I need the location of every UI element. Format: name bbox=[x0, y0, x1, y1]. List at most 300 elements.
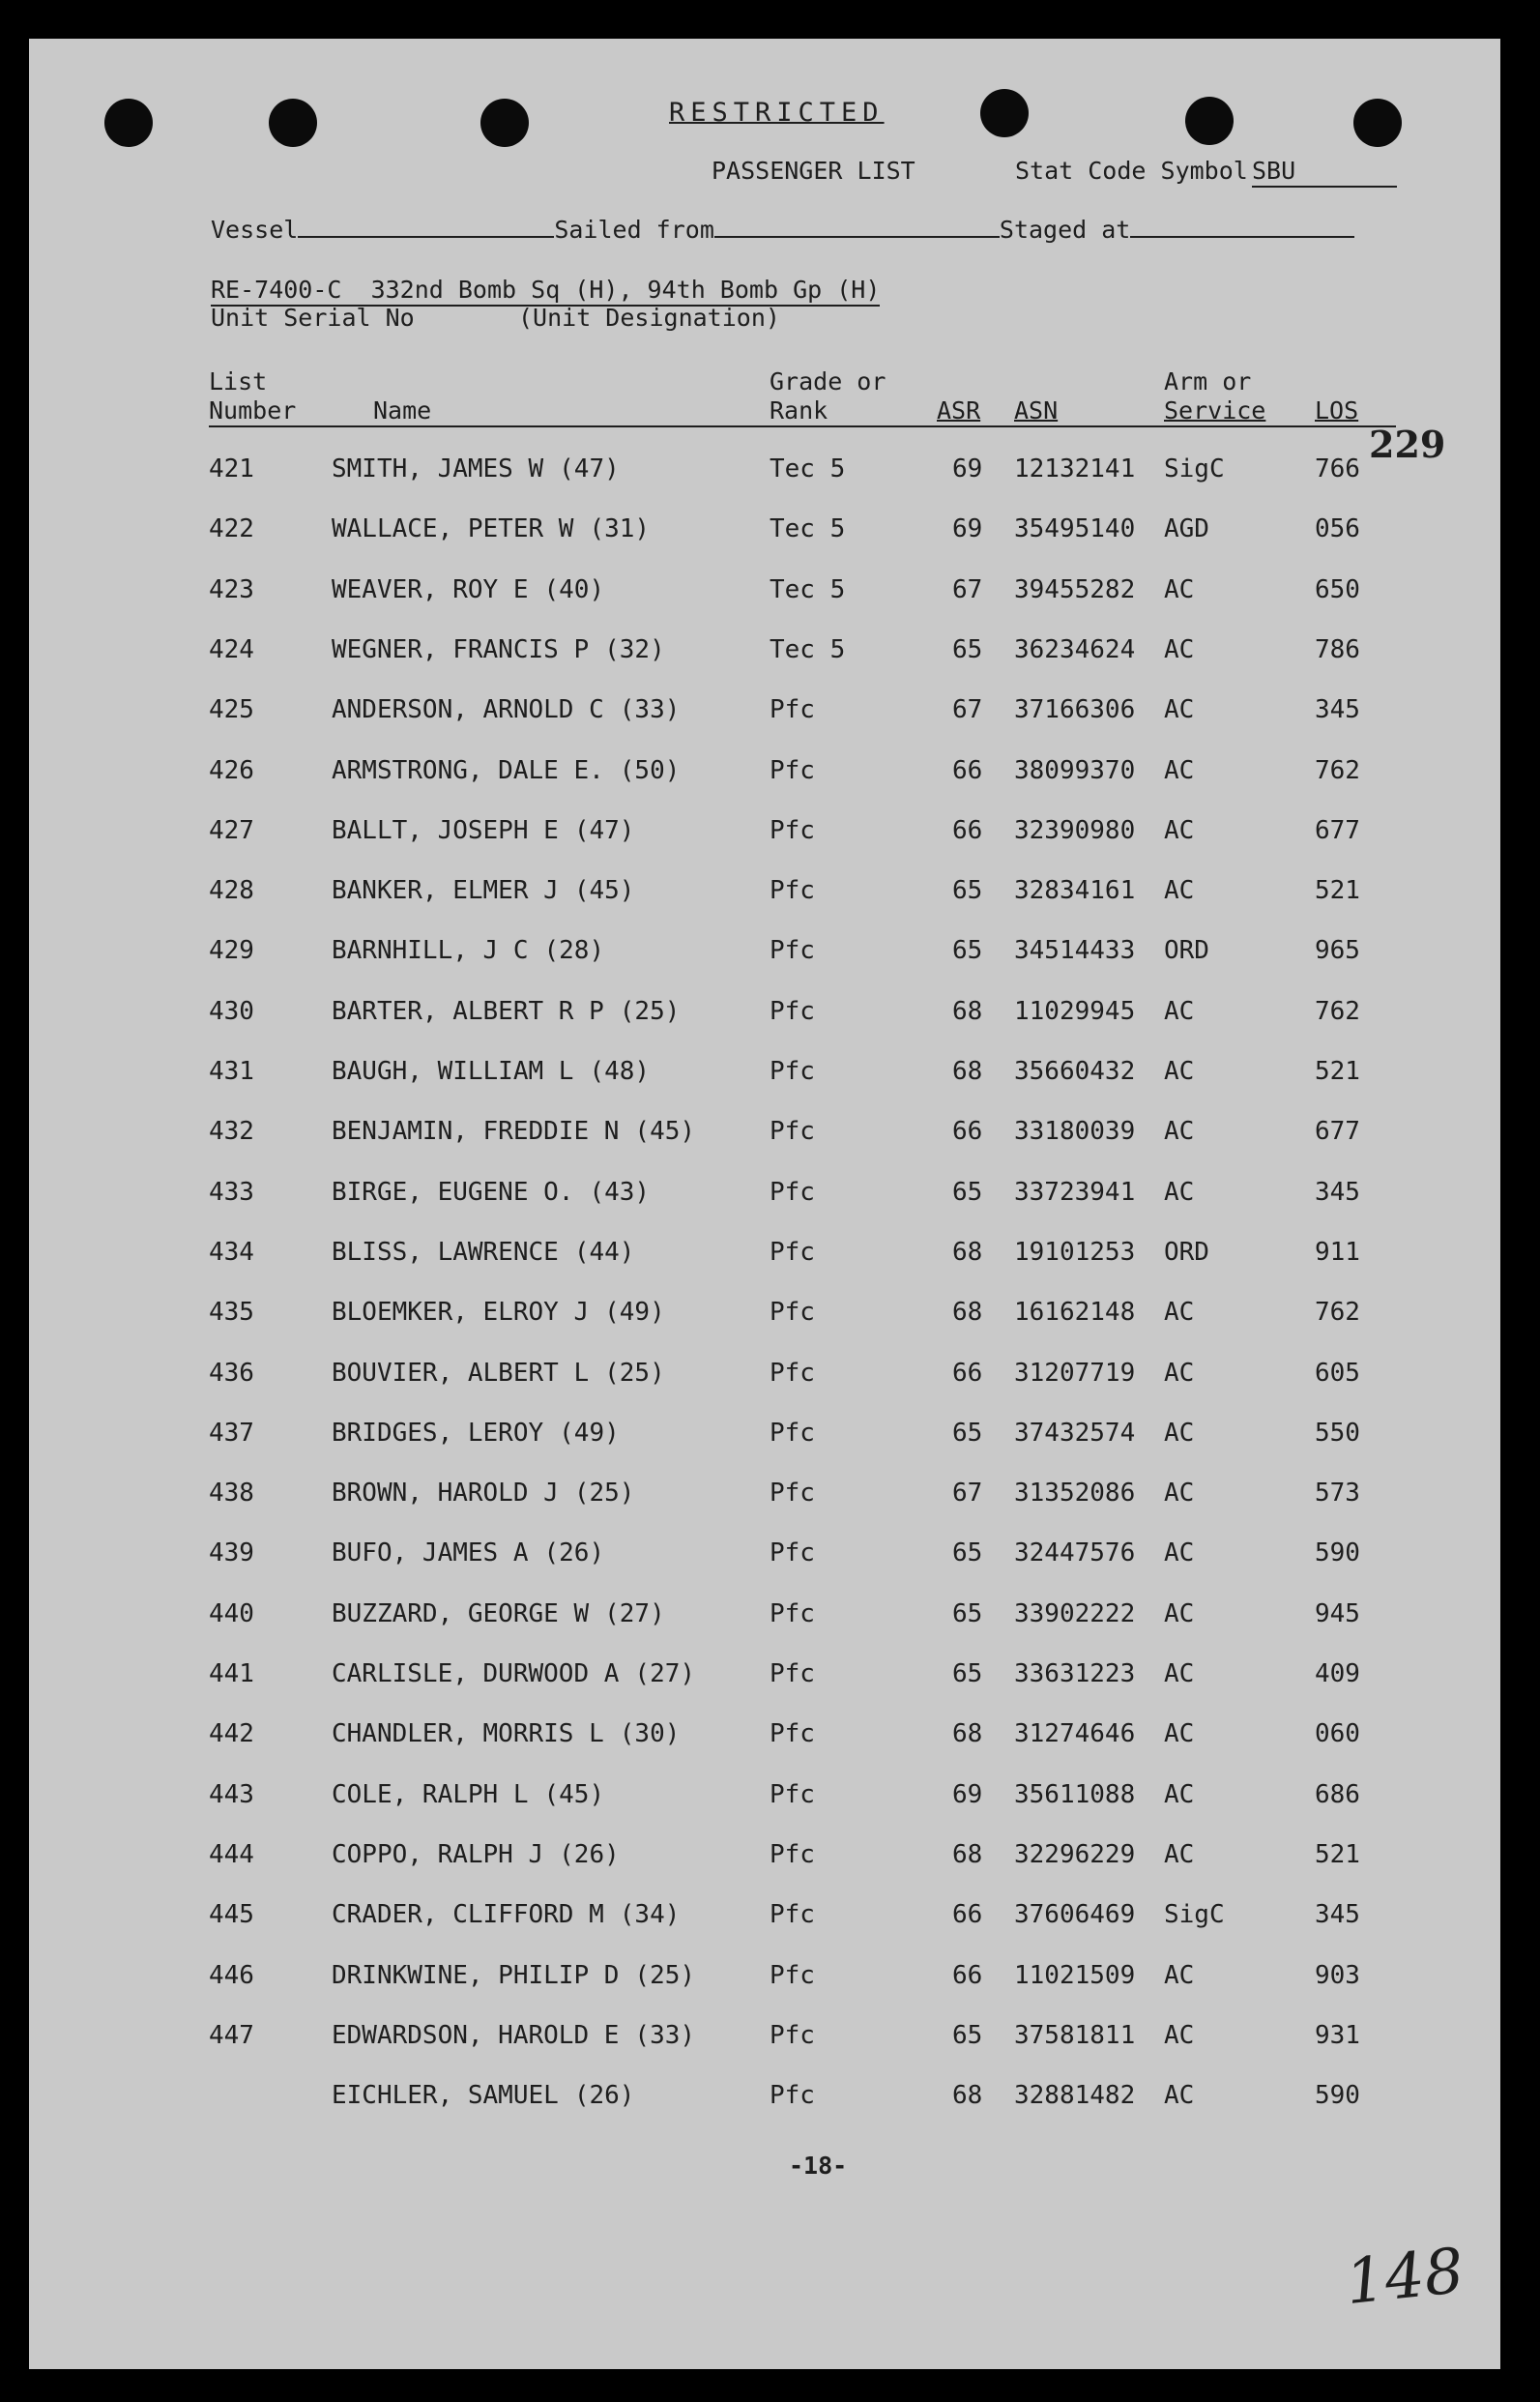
passenger-name bbox=[332, 2081, 634, 2110]
asr: 65 bbox=[952, 1538, 983, 1568]
passenger-age: (49) bbox=[604, 1298, 665, 1328]
asn: 32834161 bbox=[1014, 876, 1136, 906]
passenger-name bbox=[332, 695, 680, 724]
passenger-name-text: ARMSTRONG, DALE E. bbox=[332, 755, 604, 785]
table-row bbox=[29, 1057, 1500, 1096]
grade: Pfc bbox=[770, 1839, 815, 1869]
grade: Pfc bbox=[770, 695, 815, 725]
passenger-name-text: BENJAMIN, FREDDIE N bbox=[332, 1117, 620, 1147]
passenger-name bbox=[332, 1961, 695, 1990]
arm-service: SigC bbox=[1164, 1900, 1225, 1930]
table-row bbox=[29, 1719, 1500, 1758]
passenger-name bbox=[332, 816, 634, 845]
los: 762 bbox=[1315, 1298, 1360, 1328]
col-header-number: Number bbox=[209, 396, 297, 425]
arm-service: AC bbox=[1164, 634, 1195, 664]
arm-service: AC bbox=[1164, 1177, 1195, 1207]
list-number: 443 bbox=[209, 1779, 254, 1809]
asn: 31352086 bbox=[1014, 1479, 1136, 1509]
los: 590 bbox=[1315, 2081, 1360, 2111]
grade: Pfc bbox=[770, 1779, 815, 1809]
col-header-rank: Rank bbox=[770, 396, 828, 425]
los: 762 bbox=[1315, 755, 1360, 785]
asn: 39455282 bbox=[1014, 574, 1136, 604]
asn: 31274646 bbox=[1014, 1719, 1136, 1749]
los: 650 bbox=[1315, 574, 1360, 604]
table-row bbox=[29, 575, 1500, 614]
table-row bbox=[29, 1178, 1500, 1216]
los: 931 bbox=[1315, 2020, 1360, 2050]
los: 409 bbox=[1315, 1659, 1360, 1688]
col-header-grade: Grade or bbox=[770, 367, 886, 395]
vessel-field bbox=[211, 215, 1354, 245]
grade: Tec 5 bbox=[770, 454, 846, 483]
table-row bbox=[29, 1359, 1500, 1397]
asn: 19101253 bbox=[1014, 1237, 1136, 1267]
passenger-name bbox=[332, 1238, 634, 1267]
los: 686 bbox=[1315, 1779, 1360, 1809]
asr: 66 bbox=[952, 815, 983, 845]
punch-hole bbox=[1185, 97, 1234, 145]
list-number: 430 bbox=[209, 996, 254, 1026]
sailed-from-blank bbox=[714, 215, 1000, 238]
grade: Tec 5 bbox=[770, 634, 846, 664]
list-number: 433 bbox=[209, 1177, 254, 1207]
grade: Pfc bbox=[770, 1479, 815, 1509]
passenger-age: (48) bbox=[589, 1057, 651, 1086]
passenger-name-text: BLOEMKER, ELROY J bbox=[332, 1298, 590, 1328]
asr: 68 bbox=[952, 1057, 983, 1086]
passenger-name bbox=[332, 876, 634, 905]
asn: 37166306 bbox=[1014, 695, 1136, 725]
grade: Pfc bbox=[770, 1719, 815, 1749]
arm-service: AC bbox=[1164, 1358, 1195, 1388]
asn: 34514433 bbox=[1014, 936, 1136, 966]
los: 605 bbox=[1315, 1358, 1360, 1388]
punch-hole bbox=[269, 99, 317, 147]
unit-designation: 332nd Bomb Sq (H), 94th Bomb Gp (H) bbox=[370, 276, 881, 304]
asn: 32881482 bbox=[1014, 2081, 1136, 2111]
col-header-arm: Arm or bbox=[1164, 367, 1252, 395]
punch-hole bbox=[980, 89, 1029, 137]
table-row bbox=[29, 1780, 1500, 1819]
passenger-name bbox=[332, 1419, 620, 1448]
asn: 11029945 bbox=[1014, 996, 1136, 1026]
arm-service: AC bbox=[1164, 1538, 1195, 1568]
list-number: 434 bbox=[209, 1237, 254, 1267]
arm-service: AC bbox=[1164, 876, 1195, 906]
grade: Pfc bbox=[770, 1418, 815, 1448]
list-number: 446 bbox=[209, 1960, 254, 1990]
list-number: 438 bbox=[209, 1479, 254, 1509]
passenger-name-text: BOUVIER, ALBERT L bbox=[332, 1358, 590, 1388]
list-number: 426 bbox=[209, 755, 254, 785]
table-row bbox=[29, 1659, 1500, 1698]
list-number: 422 bbox=[209, 514, 254, 544]
los: 945 bbox=[1315, 1598, 1360, 1628]
asn: 32296229 bbox=[1014, 1839, 1136, 1869]
table-row bbox=[29, 2021, 1500, 2060]
table-row bbox=[29, 454, 1500, 493]
passenger-name-text: SMITH, JAMES W bbox=[332, 454, 544, 483]
table-row bbox=[29, 514, 1500, 553]
passenger-age: (34) bbox=[619, 1900, 681, 1930]
table-row bbox=[29, 1238, 1500, 1276]
asn: 16162148 bbox=[1014, 1298, 1136, 1328]
table-row bbox=[29, 1419, 1500, 1457]
passenger-name bbox=[332, 936, 604, 965]
list-number: 432 bbox=[209, 1117, 254, 1147]
passenger-name bbox=[332, 1719, 680, 1748]
passenger-name-text: COLE, RALPH L bbox=[332, 1779, 529, 1809]
stat-code-value: SBU bbox=[1252, 157, 1397, 188]
grade: Tec 5 bbox=[770, 574, 846, 604]
asr: 65 bbox=[952, 1598, 983, 1628]
arm-service: AC bbox=[1164, 1298, 1195, 1328]
asr: 68 bbox=[952, 1719, 983, 1749]
arm-service: AC bbox=[1164, 1960, 1195, 1990]
list-number: 447 bbox=[209, 2020, 254, 2050]
passenger-age: (25) bbox=[573, 1479, 635, 1509]
passenger-name bbox=[332, 635, 665, 664]
arm-service: AC bbox=[1164, 1057, 1195, 1086]
table-row bbox=[29, 1298, 1500, 1336]
col-header-asr: ASR bbox=[937, 396, 981, 425]
list-number: 431 bbox=[209, 1057, 254, 1086]
passenger-age: (27) bbox=[634, 1659, 696, 1688]
grade: Pfc bbox=[770, 1177, 815, 1207]
asn: 35495140 bbox=[1014, 514, 1136, 544]
asr: 67 bbox=[952, 1479, 983, 1509]
asr: 66 bbox=[952, 1960, 983, 1990]
passenger-age: (30) bbox=[619, 1719, 681, 1749]
asr: 66 bbox=[952, 1358, 983, 1388]
asn: 31207719 bbox=[1014, 1358, 1136, 1388]
los: 345 bbox=[1315, 1900, 1360, 1930]
table-row bbox=[29, 1479, 1500, 1517]
arm-service: AC bbox=[1164, 1598, 1195, 1628]
restricted-stamp: RESTRICTED bbox=[669, 98, 885, 128]
arm-service: AC bbox=[1164, 1779, 1195, 1809]
los: 521 bbox=[1315, 1057, 1360, 1086]
passenger-name-text: BUFO, JAMES A bbox=[332, 1538, 529, 1568]
asr: 66 bbox=[952, 1117, 983, 1147]
col-header-list: List bbox=[209, 367, 268, 395]
table-row bbox=[29, 2081, 1500, 2120]
asr: 65 bbox=[952, 936, 983, 966]
passenger-name-text: CRADER, CLIFFORD M bbox=[332, 1900, 604, 1930]
los: 762 bbox=[1315, 996, 1360, 1026]
asr: 68 bbox=[952, 1298, 983, 1328]
los: 521 bbox=[1315, 876, 1360, 906]
asr: 67 bbox=[952, 695, 983, 725]
passenger-age: (25) bbox=[634, 1960, 696, 1990]
asr: 66 bbox=[952, 755, 983, 785]
arm-service: AC bbox=[1164, 815, 1195, 845]
list-number: 435 bbox=[209, 1298, 254, 1328]
list-number: 428 bbox=[209, 876, 254, 906]
passenger-age: (26) bbox=[573, 2081, 635, 2111]
passenger-name-text: BLISS, LAWRENCE bbox=[332, 1237, 559, 1267]
asn: 36234624 bbox=[1014, 634, 1136, 664]
passenger-age: (50) bbox=[619, 755, 681, 785]
passenger-name-text: BAUGH, WILLIAM L bbox=[332, 1057, 574, 1086]
passenger-age: (26) bbox=[559, 1839, 620, 1869]
asr: 68 bbox=[952, 2081, 983, 2111]
passenger-name bbox=[332, 2021, 695, 2050]
list-number: 421 bbox=[209, 454, 254, 483]
passenger-age: (43) bbox=[589, 1177, 651, 1207]
passenger-name-text: WEAVER, ROY E bbox=[332, 574, 529, 604]
passenger-name-text: CARLISLE, DURWOOD A bbox=[332, 1659, 620, 1688]
passenger-age: (45) bbox=[634, 1117, 696, 1147]
arm-service: AC bbox=[1164, 1479, 1195, 1509]
arm-service: AC bbox=[1164, 2020, 1195, 2050]
passenger-name bbox=[332, 514, 650, 543]
passenger-name bbox=[332, 1659, 695, 1688]
asn: 38099370 bbox=[1014, 755, 1136, 785]
col-header-service: Service bbox=[1164, 396, 1266, 425]
asr: 69 bbox=[952, 454, 983, 483]
los: 786 bbox=[1315, 634, 1360, 664]
passenger-name bbox=[332, 1178, 650, 1207]
passenger-name bbox=[332, 575, 604, 604]
table-row bbox=[29, 695, 1500, 734]
list-number: 423 bbox=[209, 574, 254, 604]
asr: 65 bbox=[952, 1659, 983, 1688]
passenger-name bbox=[332, 1538, 604, 1567]
los: 965 bbox=[1315, 936, 1360, 966]
list-number: 436 bbox=[209, 1358, 254, 1388]
passenger-name-text: WALLACE, PETER W bbox=[332, 514, 574, 544]
asn: 37581811 bbox=[1014, 2020, 1136, 2050]
asn: 37432574 bbox=[1014, 1418, 1136, 1448]
grade: Pfc bbox=[770, 936, 815, 966]
asr: 68 bbox=[952, 1839, 983, 1869]
passenger-name bbox=[332, 1359, 665, 1388]
asr: 65 bbox=[952, 1418, 983, 1448]
table-row bbox=[29, 1599, 1500, 1638]
passenger-age: (32) bbox=[604, 634, 665, 664]
passenger-name-text: BROWN, HAROLD J bbox=[332, 1479, 559, 1509]
passenger-age: (47) bbox=[573, 815, 635, 845]
grade: Pfc bbox=[770, 1960, 815, 1990]
arm-service: AGD bbox=[1164, 514, 1209, 544]
asn: 35660432 bbox=[1014, 1057, 1136, 1086]
arm-service: AC bbox=[1164, 1418, 1195, 1448]
passenger-name-text: BIRGE, EUGENE O. bbox=[332, 1177, 574, 1207]
passenger-name-text: CHANDLER, MORRIS L bbox=[332, 1719, 604, 1749]
table-row bbox=[29, 997, 1500, 1036]
list-number: 437 bbox=[209, 1418, 254, 1448]
list-number: 429 bbox=[209, 936, 254, 966]
list-number: 439 bbox=[209, 1538, 254, 1568]
list-number: 442 bbox=[209, 1719, 254, 1749]
passenger-name bbox=[332, 1298, 665, 1327]
grade: Pfc bbox=[770, 1298, 815, 1328]
handwritten-number: 148 bbox=[1342, 2235, 1467, 2320]
asr: 65 bbox=[952, 634, 983, 664]
passenger-name-text: BUZZARD, GEORGE W bbox=[332, 1598, 590, 1628]
grade: Pfc bbox=[770, 1057, 815, 1086]
asr: 65 bbox=[952, 2020, 983, 2050]
los: 060 bbox=[1315, 1719, 1360, 1749]
table-row bbox=[29, 936, 1500, 975]
header-rule bbox=[209, 425, 1396, 427]
grade: Pfc bbox=[770, 755, 815, 785]
punch-hole bbox=[1353, 99, 1402, 147]
passenger-age: (44) bbox=[573, 1237, 635, 1267]
list-number: 440 bbox=[209, 1598, 254, 1628]
grade: Pfc bbox=[770, 2020, 815, 2050]
passenger-age: (45) bbox=[543, 1779, 605, 1809]
list-title: PASSENGER LIST bbox=[712, 157, 915, 185]
asn: 35611088 bbox=[1014, 1779, 1136, 1809]
los: 345 bbox=[1315, 1177, 1360, 1207]
asn: 33902222 bbox=[1014, 1598, 1136, 1628]
passenger-name-text: BALLT, JOSEPH E bbox=[332, 815, 559, 845]
punch-hole bbox=[104, 99, 153, 147]
table-row bbox=[29, 756, 1500, 795]
margin-number: 229 bbox=[1369, 423, 1446, 466]
passenger-name-text: BRIDGES, LEROY bbox=[332, 1418, 544, 1448]
passenger-age: (49) bbox=[559, 1418, 620, 1448]
asn: 37606469 bbox=[1014, 1900, 1136, 1930]
table-row bbox=[29, 876, 1500, 915]
asr: 68 bbox=[952, 1237, 983, 1267]
los: 550 bbox=[1315, 1418, 1360, 1448]
passenger-name-text: EDWARDSON, HAROLD E bbox=[332, 2020, 620, 2050]
grade: Pfc bbox=[770, 1659, 815, 1688]
los: 056 bbox=[1315, 514, 1360, 544]
asr: 68 bbox=[952, 996, 983, 1026]
punch-hole bbox=[480, 99, 529, 147]
passenger-age: (25) bbox=[619, 996, 681, 1026]
document-page bbox=[29, 39, 1500, 2369]
table-row bbox=[29, 816, 1500, 855]
grade: Pfc bbox=[770, 1598, 815, 1628]
list-number: 427 bbox=[209, 815, 254, 845]
arm-service: AC bbox=[1164, 695, 1195, 725]
asr: 67 bbox=[952, 574, 983, 604]
los: 766 bbox=[1315, 454, 1360, 483]
staged-at-label: Staged at bbox=[999, 216, 1131, 244]
unit-line bbox=[211, 276, 880, 307]
passenger-age: (47) bbox=[559, 454, 620, 483]
passenger-name bbox=[332, 997, 680, 1026]
grade: Tec 5 bbox=[770, 514, 846, 544]
passenger-age: (31) bbox=[589, 514, 651, 544]
arm-service: ORD bbox=[1164, 936, 1209, 966]
passenger-name bbox=[332, 454, 620, 483]
passenger-age: (33) bbox=[634, 2020, 696, 2050]
asn: 11021509 bbox=[1014, 1960, 1136, 1990]
passenger-name bbox=[332, 1057, 650, 1086]
passenger-age: (28) bbox=[543, 936, 605, 966]
passenger-name bbox=[332, 1840, 620, 1869]
passenger-name-text: BARNHILL, J C bbox=[332, 936, 529, 966]
passenger-name bbox=[332, 756, 680, 785]
sailed-from-label: Sailed from bbox=[554, 216, 714, 244]
asn: 33180039 bbox=[1014, 1117, 1136, 1147]
asr: 66 bbox=[952, 1900, 983, 1930]
passenger-name-text: BANKER, ELMER J bbox=[332, 876, 559, 906]
asr: 69 bbox=[952, 514, 983, 544]
grade: Pfc bbox=[770, 1358, 815, 1388]
asr: 69 bbox=[952, 1779, 983, 1809]
list-number: 441 bbox=[209, 1659, 254, 1688]
passenger-age: (25) bbox=[604, 1358, 665, 1388]
los: 903 bbox=[1315, 1960, 1360, 1990]
passenger-name-text: COPPO, RALPH J bbox=[332, 1839, 544, 1869]
col-header-asn: ASN bbox=[1014, 396, 1059, 425]
passenger-name bbox=[332, 1900, 680, 1929]
los: 521 bbox=[1315, 1839, 1360, 1869]
staged-at-blank bbox=[1130, 215, 1354, 238]
vessel-blank bbox=[298, 215, 554, 238]
arm-service: AC bbox=[1164, 1719, 1195, 1749]
arm-service: AC bbox=[1164, 996, 1195, 1026]
table-row bbox=[29, 1900, 1500, 1939]
list-number: 424 bbox=[209, 634, 254, 664]
grade: Pfc bbox=[770, 2081, 815, 2111]
arm-service: AC bbox=[1164, 1839, 1195, 1869]
asn: 32390980 bbox=[1014, 815, 1136, 845]
list-number: 445 bbox=[209, 1900, 254, 1930]
los: 677 bbox=[1315, 1117, 1360, 1147]
vessel-label: Vessel bbox=[211, 216, 299, 244]
los: 590 bbox=[1315, 1538, 1360, 1568]
arm-service: AC bbox=[1164, 1659, 1195, 1688]
passenger-age: (33) bbox=[619, 695, 681, 725]
table-row bbox=[29, 1538, 1500, 1577]
grade: Pfc bbox=[770, 1538, 815, 1568]
los: 345 bbox=[1315, 695, 1360, 725]
passenger-name bbox=[332, 1599, 665, 1628]
passenger-name-text: EICHLER, SAMUEL bbox=[332, 2081, 559, 2111]
passenger-age: (26) bbox=[543, 1538, 605, 1568]
grade: Pfc bbox=[770, 996, 815, 1026]
asn: 32447576 bbox=[1014, 1538, 1136, 1568]
col-header-name: Name bbox=[373, 396, 432, 425]
asn: 33631223 bbox=[1014, 1659, 1136, 1688]
passenger-age: (45) bbox=[573, 876, 635, 906]
unit-serial-caption: Unit Serial No bbox=[211, 304, 415, 332]
page-number: -18- bbox=[789, 2152, 848, 2180]
unit-serial: RE-7400-C bbox=[211, 276, 342, 304]
passenger-name bbox=[332, 1780, 604, 1809]
grade: Pfc bbox=[770, 1237, 815, 1267]
arm-service: SigC bbox=[1164, 454, 1225, 483]
passenger-age: (40) bbox=[543, 574, 605, 604]
unit-designation-caption: (Unit Designation) bbox=[518, 304, 780, 332]
asn: 12132141 bbox=[1014, 454, 1136, 483]
arm-service: AC bbox=[1164, 2081, 1195, 2111]
grade: Pfc bbox=[770, 876, 815, 906]
table-row bbox=[29, 1117, 1500, 1156]
los: 677 bbox=[1315, 815, 1360, 845]
list-number: 425 bbox=[209, 695, 254, 725]
table-row bbox=[29, 1961, 1500, 2000]
grade: Pfc bbox=[770, 815, 815, 845]
passenger-age: (27) bbox=[604, 1598, 665, 1628]
asn: 33723941 bbox=[1014, 1177, 1136, 1207]
passenger-name bbox=[332, 1479, 634, 1508]
passenger-name-text: DRINKWINE, PHILIP D bbox=[332, 1960, 620, 1990]
passenger-name-text: BARTER, ALBERT R P bbox=[332, 996, 604, 1026]
grade: Pfc bbox=[770, 1117, 815, 1147]
passenger-name bbox=[332, 1117, 695, 1146]
